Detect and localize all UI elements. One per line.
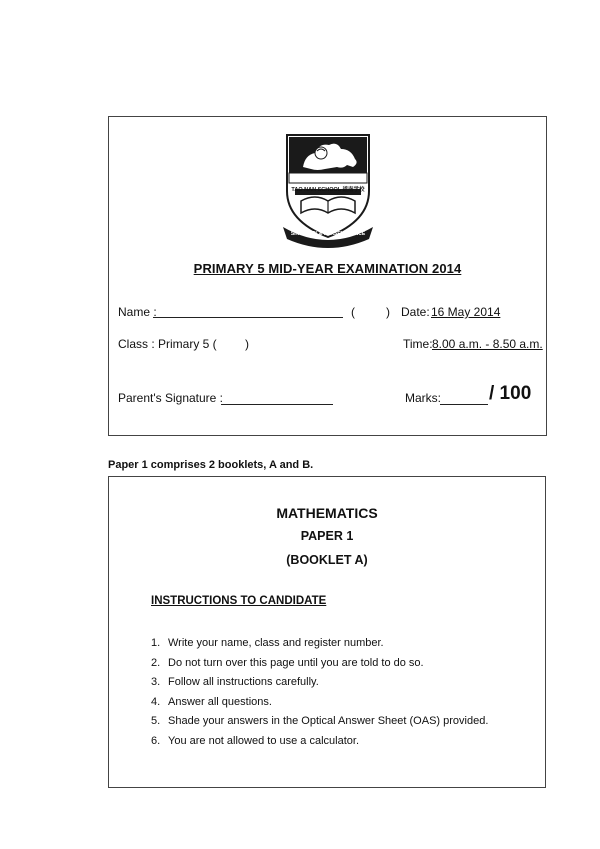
time-label: Time: bbox=[403, 337, 433, 351]
booklet-note: Paper 1 comprises 2 booklets, A and B. bbox=[108, 459, 314, 471]
time-value: 8.00 a.m. - 8.50 a.m. bbox=[432, 337, 543, 351]
date-label: Date: bbox=[401, 305, 430, 319]
paper-cover-box bbox=[108, 476, 546, 788]
marks-label: Marks: bbox=[405, 391, 441, 405]
subject-title: MATHEMATICS bbox=[276, 505, 378, 521]
date-value: 16 May 2014 bbox=[431, 305, 501, 319]
booklet-label: (BOOKLET A) bbox=[286, 553, 368, 567]
instruction-item: 5. Shade your answers in the Optical Answer Sheet (OAS) provided. bbox=[151, 715, 489, 728]
instruction-item: 2. Do not turn over this page until you are told to do so. bbox=[151, 656, 424, 669]
class-label: Class : Primary 5 ( bbox=[118, 337, 217, 351]
crest-school-name: TAO NAN SCHOOL 道南学校 bbox=[291, 187, 365, 193]
instructions-list bbox=[151, 634, 488, 752]
name-field-line bbox=[153, 317, 343, 318]
instruction-item: 3. Follow all instructions carefully. bbox=[151, 676, 319, 689]
name-label: Name : bbox=[118, 305, 157, 319]
class-paren-close: ) bbox=[245, 337, 249, 351]
paper-label: PAPER 1 bbox=[300, 529, 354, 543]
exam-header-box bbox=[108, 116, 547, 436]
instruction-item: 6. You are not allowed to use a calculator. bbox=[151, 734, 360, 747]
parent-signature-line bbox=[221, 404, 333, 405]
instructions-heading: INSTRUCTIONS TO CANDIDATE bbox=[151, 595, 327, 607]
instruction-item: 4. Answer all questions. bbox=[151, 695, 272, 708]
marks-total: / 100 bbox=[489, 383, 532, 404]
crest-motto: SINCERITY & PERSEVERANCE bbox=[290, 231, 366, 237]
instruction-item: 1. Write your name, class and register number. bbox=[151, 637, 384, 649]
register-number-paren-close: ) bbox=[386, 305, 390, 319]
marks-field-line bbox=[440, 404, 488, 405]
parent-signature-label: Parent's Signature : bbox=[118, 391, 224, 405]
register-number-paren-open: ( bbox=[351, 305, 355, 319]
exam-title: PRIMARY 5 MID-YEAR EXAMINATION 2014 bbox=[193, 261, 462, 276]
